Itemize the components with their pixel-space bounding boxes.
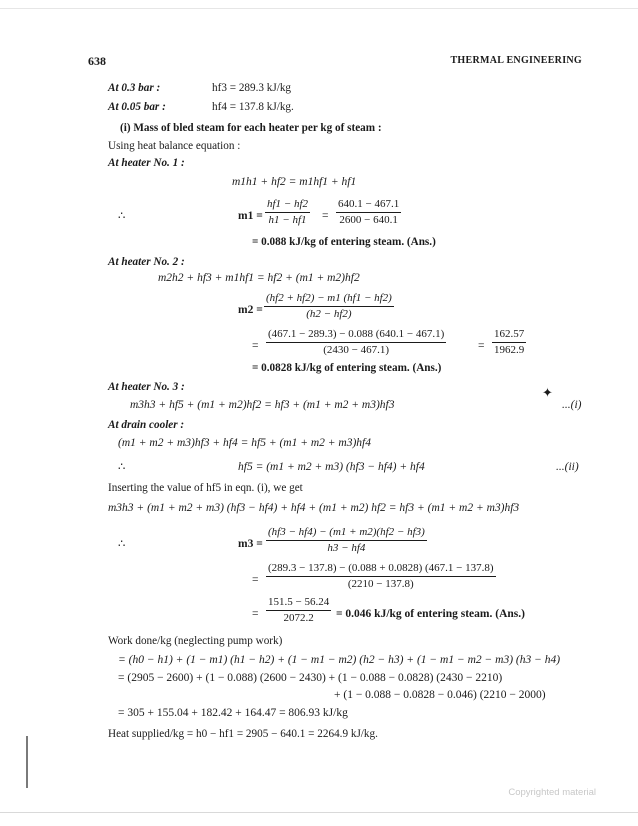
condition-label-0.05bar: At 0.05 bar :	[108, 101, 166, 113]
subheading-heater-2: At heater No. 2 :	[108, 256, 185, 268]
section-heading: (i) Mass of bled steam for each heater per kg of steam :	[120, 122, 382, 134]
page-number: 638	[88, 54, 106, 68]
top-border	[0, 8, 638, 9]
therefore-symbol: ∴	[118, 461, 126, 473]
text-line-heat-supplied: Heat supplied/kg = h0 − hf1 = 2905 − 640.1 = 2264.9 kJ/kg.	[108, 728, 378, 740]
equals-sign: =	[478, 340, 485, 352]
m3-fraction-reduced: $\frac{151.5 - 56.24}{2072.2}$	[268, 596, 330, 624]
equation-work-symbolic: = (h0 − h1) + (1 − m1) (h1 − h2) + (1 − m1 − m2) (h2 − h3) + (1 − m1 − m2 − m3) (h3 − h4)	[118, 654, 561, 666]
equals-sign: =	[322, 210, 329, 222]
m3-fraction-symbolic: $\frac{(hf3 - hf4) - (m1 + m2)(hf2 - hf3)}{h3 - hf4}$	[268, 526, 425, 554]
text-line: Using heat balance equation :	[108, 140, 241, 152]
condition-label-0.3bar: At 0.3 bar :	[108, 82, 161, 94]
equation-drain-cooler: (m1 + m2 + m3)hf3 + hf4 = hf5 + (m1 + m2 + m3)hf4	[118, 437, 371, 449]
bottom-border	[0, 812, 638, 813]
result-m2: = 0.0828 kJ/kg of entering steam. (Ans.)	[252, 362, 442, 374]
m2-fraction-reduced: $\frac{162.57}{1962.9}$	[494, 328, 525, 356]
text-line: Inserting the value of hf5 in eqn. (i), we get	[108, 482, 303, 494]
result-m3: = 0.046 kJ/kg of entering steam. (Ans.)	[336, 608, 525, 620]
m1-lhs: m1 =	[238, 210, 263, 222]
running-title: THERMAL ENGINEERING	[450, 55, 582, 66]
equation-ref-i: ...(i)	[562, 399, 582, 411]
m1-fraction-numeric: $\frac{640.1 - 467.1}{2600 - 640.1}$	[338, 198, 400, 226]
therefore-symbol: ∴	[118, 210, 126, 222]
m1-fraction-symbolic: $\frac{hf1 - hf2}{h1 - hf1}$	[267, 198, 309, 226]
equation-heater-2-balance: m2h2 + hf3 + m1hf1 = hf2 + (m1 + m2)hf2	[158, 272, 360, 284]
equation-work-numeric-cont: + (1 − 0.088 − 0.0828 − 0.046) (2210 − 2000)	[334, 689, 546, 701]
m3-lhs: m3 =	[238, 538, 263, 550]
m2-lhs: m2 =	[238, 304, 263, 316]
enthalpy-hf3: hf3 = 289.3 kJ/kg	[212, 82, 292, 94]
result-work-done: = 305 + 155.04 + 182.42 + 164.47 = 806.93 kJ/kg	[118, 707, 348, 719]
subheading-drain-cooler: At drain cooler :	[108, 419, 185, 431]
equation-hf5: hf5 = (m1 + m2 + m3) (hf3 − hf4) + hf4	[238, 461, 425, 473]
equation-heater-1-balance: m1h1 + hf2 = m1hf1 + hf1	[232, 176, 357, 188]
m2-fraction-numeric: $\frac{(467.1 - 289.3) - 0.088 (640.1 - 467.1)}{(2430 - 467.1)}$	[268, 328, 445, 356]
equals-sign: =	[252, 608, 259, 620]
equals-sign: =	[252, 574, 259, 586]
equation-ref-ii: ...(ii)	[556, 461, 579, 473]
equation-heater-3-balance: m3h3 + hf5 + (m1 + m2)hf2 = hf3 + (m1 + m2 + m3)hf3	[130, 399, 395, 411]
m3-fraction-numeric: $\frac{(289.3 - 137.8) - (0.088 + 0.0828) (467.1 - 137.8)}{(2210 - 137.8)}$	[268, 562, 494, 590]
therefore-symbol: ∴	[118, 538, 126, 550]
m2-fraction-symbolic: $\frac{(hf2 + hf2) - m1 (hf1 - hf2)}{(h2 - hf2)}$	[266, 292, 392, 320]
equation-work-numeric: = (2905 − 2600) + (1 − 0.088) (2600 − 2430) + (1 − 0.088 − 0.0828) (2430 − 2210)	[118, 672, 503, 684]
subheading-heater-3: At heater No. 3 :	[108, 381, 185, 393]
copyright-watermark: Copyrighted material	[508, 787, 596, 798]
text-line-work-done: Work done/kg (neglecting pump work)	[108, 635, 283, 647]
enthalpy-hf4: hf4 = 137.8 kJ/kg.	[212, 101, 294, 113]
scan-mark	[26, 736, 28, 788]
ink-mark: ✦	[542, 385, 553, 400]
equation-substituted: m3h3 + (m1 + m2 + m3) (hf3 − hf4) + hf4 + (m1 + m2) hf2 = hf3 + (m1 + m2 + m3)hf3	[108, 502, 520, 514]
subheading-heater-1: At heater No. 1 :	[108, 157, 185, 169]
equals-sign: =	[252, 340, 259, 352]
result-m1: = 0.088 kJ/kg of entering steam. (Ans.)	[252, 236, 436, 248]
